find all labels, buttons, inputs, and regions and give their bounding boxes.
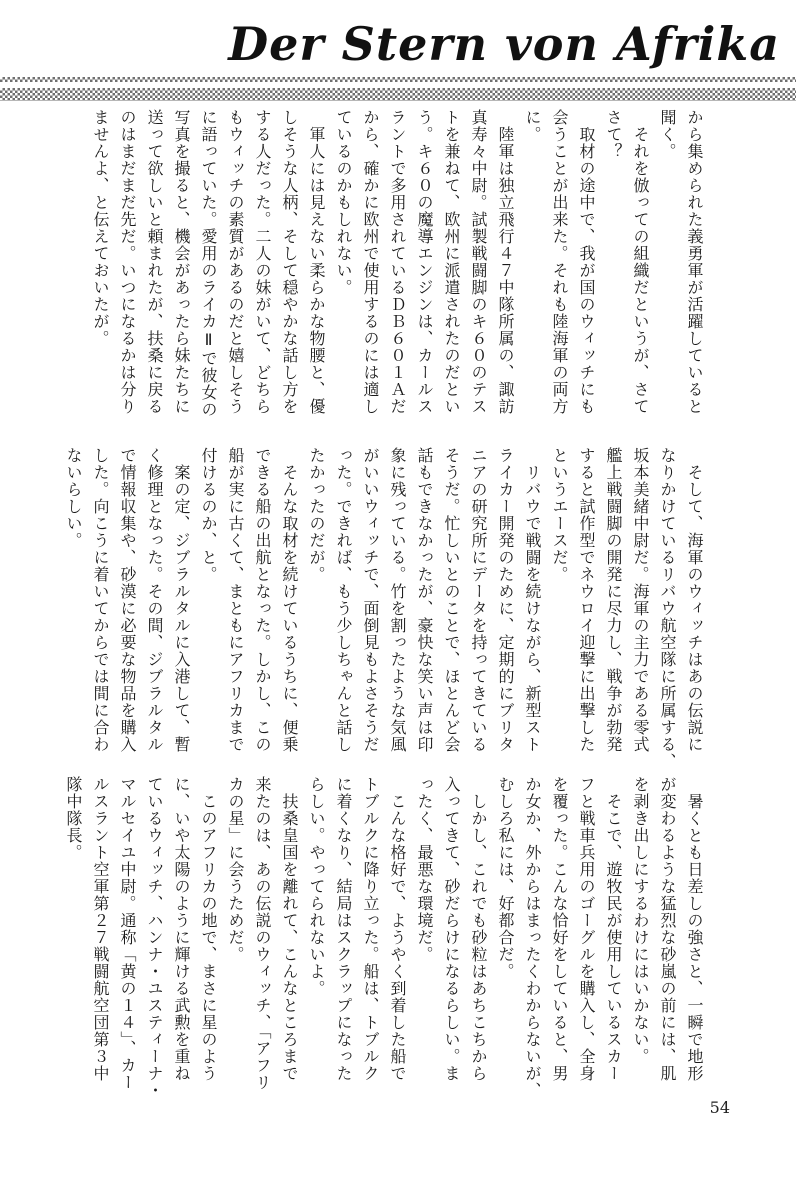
text-column: から集められた義勇軍が活躍していると (685, 109, 704, 415)
text-band-3 (60, 776, 708, 1100)
text-column: 軍人には見えない柔らかな物腰と、優 (307, 109, 326, 415)
text-column: できる船の出航となった。しかし、この (253, 447, 272, 753)
text-column: それを倣っての組織だというが、さて (631, 109, 650, 415)
text-band-1 (87, 109, 708, 433)
text-column: 暑くとも日差しの強さと、一瞬で地形 (685, 776, 704, 1082)
text-column: ラントで多用されているＤＢ６０１Ａだ (388, 109, 407, 415)
text-column: した。向こうに着いてからでは間に合わ (91, 447, 110, 753)
text-column: 取材の途中で、我が国のウィッチにも (577, 109, 596, 415)
text-column: このアフリカの地で、まさに星のよう (199, 776, 218, 1082)
text-column: に語っていた。愛用のライカⅡで彼女の (199, 109, 218, 418)
text-column: がいいウィッチで、面倒見もよさそうだ (361, 447, 380, 753)
text-column: カの星」に会うためだ。 (226, 776, 245, 963)
text-column: 真寿々中尉。試製戦闘脚のキ６０のテス (469, 109, 488, 415)
text-column: らしい。やってられないよ。 (307, 776, 326, 997)
text-column: そうだ。忙しいとのことで、ほとんど会 (442, 447, 461, 753)
text-column: ないらしい。 (64, 447, 83, 549)
text-column: トブルクに降り立った。船は、トブルク (361, 776, 380, 1082)
text-column: こんな格好で、ようやく到着した船で (388, 776, 407, 1082)
text-column: さて？ (604, 109, 623, 160)
text-column: 送って欲しいと頼まれたが、扶桑に戻る (145, 109, 164, 415)
text-column: う。キ６０の魔導エンジンは、カールス (415, 109, 434, 415)
text-column: もウィッチの素質があるのだと嬉しそう (226, 109, 245, 415)
text-column: 聞く。 (658, 109, 677, 160)
text-column: に着くなり、結局はスクラップになった (334, 776, 353, 1082)
text-column: 隊中隊長。 (64, 776, 83, 861)
text-column: に、いや太陽のように輝ける武勲を重ね (172, 776, 191, 1082)
text-column: リバウで戦闘を続けながら、新型スト (523, 447, 542, 753)
text-column: 会うことが出来た。それも陸海軍の両方 (550, 109, 569, 415)
text-column: トを兼ねて、欧州に派遣されたのだとい (442, 109, 461, 415)
text-column: 話もできなかったが、豪快な笑い声は印 (415, 447, 434, 753)
text-column: か女か、外からはまったくわからないが、 (523, 776, 542, 1099)
text-column: ているウィッチ、ハンナ・ユスティーナ・ (145, 776, 164, 1099)
text-column: く修理となった。その間、ジブラルタル (145, 447, 164, 753)
text-column: を覆った。こんな恰好をしていると、男 (550, 776, 569, 1082)
text-column: のはまだまだ先だ。いつになるかは分り (118, 109, 137, 415)
text-column: そんな取材を続けているうちに、便乗 (280, 447, 299, 753)
page-number: 54 (709, 1098, 730, 1117)
text-column: 扶桑皇国を離れて、こんなところまで (280, 776, 299, 1082)
text-column: ているのかもしれない。 (334, 109, 353, 296)
text-column: 船が実に古くて、まともにアフリカまで (226, 447, 245, 753)
text-column: なりかけているリバウ航空隊に所属する、 (658, 447, 677, 770)
text-column: というエースだ。 (550, 447, 569, 583)
text-column: 陸軍は独立飛行４７中隊所属の、諏訪 (496, 109, 515, 415)
text-column: 案の定、ジブラルタルに入港して、暫 (172, 447, 191, 753)
text-column: ませんよ、と伝えておいたが。 (91, 109, 110, 347)
text-column: った。できれば、もう少しちゃんと話し (334, 447, 353, 753)
text-column: ライカー開発のために、定期的にブリタ (496, 447, 515, 753)
text-band-2 (60, 447, 708, 771)
text-column: ニアの研究所にデータを持ってきている (469, 447, 488, 753)
text-column: 象に残っている。竹を割ったような気風 (388, 447, 407, 753)
text-column: ったく、最悪な環境だ。 (415, 776, 434, 963)
text-column: 入ってきて、砂だらけになるらしい。ま (442, 776, 461, 1082)
text-column: マルセイユ中尉。通称「黄の１４」、カー (118, 776, 137, 1091)
text-column: する人だった。二人の妹がいて、どちら (253, 109, 272, 415)
header-divider-thin (0, 77, 796, 82)
text-column: ルスラント空軍第２７戦闘航空団第３中 (91, 776, 110, 1082)
text-column: たかったのだが。 (307, 447, 326, 583)
page-title: Der Stern von Afrika (228, 17, 780, 71)
text-column: を剥き出しにするわけにはいかない。 (631, 776, 650, 1065)
text-column: に。 (523, 109, 542, 143)
text-column: 坂本美緒中尉だ。海軍の主力である零式 (631, 447, 650, 753)
text-column: 付けるのか、と。 (199, 447, 218, 583)
text-column: が変わるような猛烈な砂嵐の前には、肌 (658, 776, 677, 1082)
text-column: 艦上戦闘脚の開発に尽力し、戦争が勃発 (604, 447, 623, 753)
text-column: そこで、遊牧民が使用しているスカー (604, 776, 623, 1082)
text-column: すると試作型でネウロイ迎撃に出撃した (577, 447, 596, 753)
text-column: そして、海軍のウィッチはあの伝説に (685, 447, 704, 753)
text-column: しかし、これでも砂粒はあちこちから (469, 776, 488, 1082)
text-column: むしろ私には、好都合だ。 (496, 776, 515, 980)
text-column: で情報収集や、砂漠に必要な物品を購入 (118, 447, 137, 753)
text-column: しそうな人柄、そして穏やかな話し方を (280, 109, 299, 415)
header-divider-thick (0, 88, 796, 101)
text-column: から、確かに欧州で使用するのには適し (361, 109, 380, 415)
text-column: フと戦車兵用のゴーグルを購入し、全身 (577, 776, 596, 1082)
text-column: 写真を撮ると、機会があったら妹たちに (172, 109, 191, 415)
text-column: 来たのは、あの伝説のウィッチ、「アフリ (253, 776, 272, 1091)
